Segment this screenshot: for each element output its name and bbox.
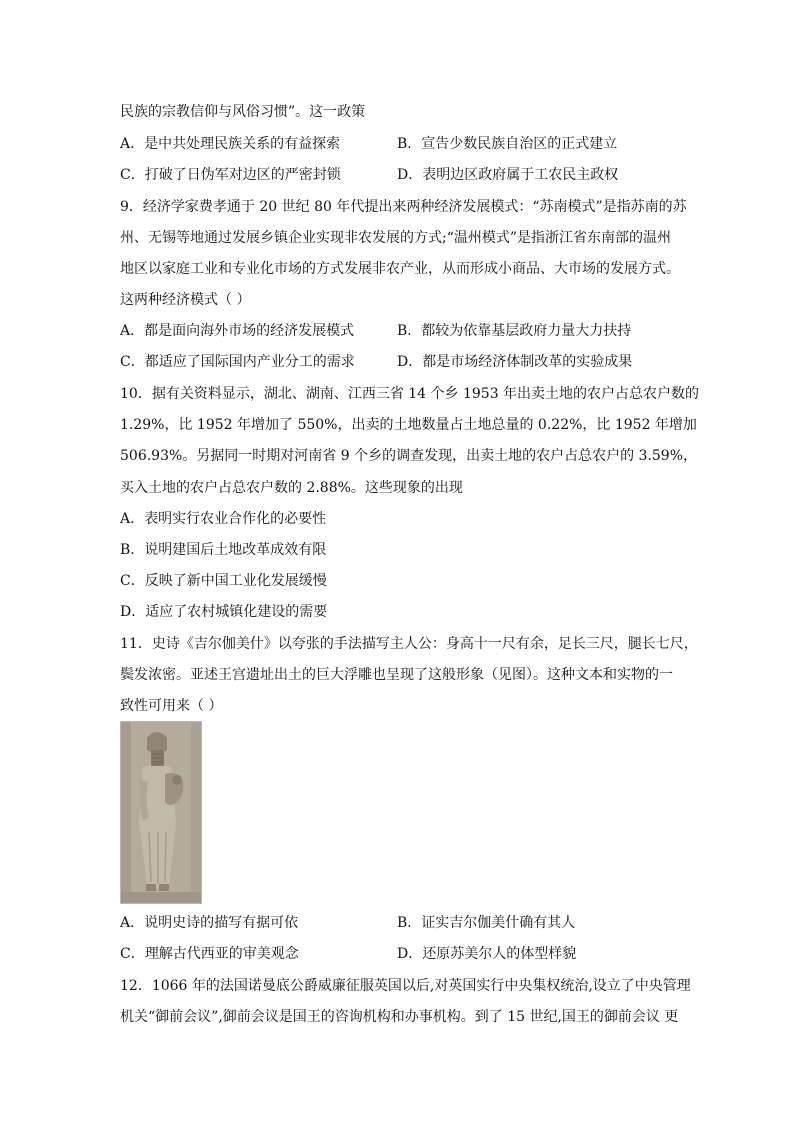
q9-option-b: B．都较为依靠基层政府力量大力扶持	[397, 323, 632, 339]
q11-stem-line: 鬓发浓密。亚述王宫遗址出土的巨大浮雕也呈现了这般形象（见图）。这种文本和实物的一	[120, 667, 673, 683]
q10-option-d: D．适应了农村城镇化建设的需要	[120, 604, 328, 620]
relief-figure-icon	[121, 722, 201, 903]
q11-option-c: C．理解古代西亚的审美观念	[120, 946, 299, 962]
q10-option-b: B．说明建国后土地改革成效有限	[120, 542, 327, 558]
q10-stem-line: 1.29%，比 1952 年增加了 550%，出卖的土地数量占土地总量的 0.22%，比 1952 年增加	[120, 417, 697, 433]
q11-option-b: B．证实吉尔伽美什确有其人	[397, 915, 576, 931]
text-line: 民族的宗教信仰与风俗习惯”。这一政策	[120, 104, 366, 120]
q8-option-b: B．宣告少数民族自治区的正式建立	[397, 136, 618, 152]
q8-option-c: C．打破了日伪军对边区的严密封锁	[120, 167, 341, 183]
q8-option-a: A．是中共处理民族关系的有益探索	[120, 136, 341, 152]
q10-stem-line: 10．据有关资料显示，湖北、湖南、江西三省 14 个乡 1953 年出卖土地的农户占总农户数的	[120, 386, 700, 402]
q11-option-a: A．说明史诗的描写有据可依	[120, 915, 299, 931]
q11-option-d: D．还原苏美尔人的体型样貌	[397, 946, 577, 962]
q10-stem-line: 506.93%。另据同一时期对河南省 9 个乡的调查发现，出卖土地的农户占总农户的 3.59%，	[120, 448, 698, 464]
q9-stem-line: 州、无锡等地通过发展乡镇企业实现非农发展的方式;“温州模式”是指浙江省东南部的温州	[120, 230, 672, 246]
assyrian-relief-image	[120, 721, 202, 904]
q9-option-c: C．都适应了国际国内产业分工的需求	[120, 354, 355, 370]
q9-stem-line: 这两种经济模式（ ）	[120, 292, 251, 308]
q9-stem-line: 地区以家庭工业和专业化市场的方式发展非农产业，从而形成小商品、大市场的发展方式。	[120, 261, 680, 277]
q9-option-d: D．都是市场经济体制改革的实验成果	[397, 354, 633, 370]
q10-stem-line: 买入土地的农户占总农户数的 2.88%。这些现象的出现	[120, 480, 463, 496]
q11-stem-line: 致性可用来（ ）	[120, 698, 223, 714]
q12-stem-line: 12．1066 年的法国诺曼底公爵威廉征服英国以后,对英国实行中央集权统治,设立了中央管理	[120, 978, 691, 994]
q8-option-d: D．表明边区政府属于工农民主政权	[397, 167, 619, 183]
q12-stem-line: 机关“御前会议”,御前会议是国王的咨询机构和办事机构。到了 15 世纪,国王的御前会议 更	[120, 1009, 679, 1025]
q9-option-a: A．都是面向海外市场的经济发展模式	[120, 323, 355, 339]
q9-stem-line: 9．经济学家费孝通于 20 世纪 80 年代提出来两种经济发展模式：“苏南模式”是指苏南的苏	[120, 199, 687, 215]
q10-option-a: A．表明实行农业合作化的必要性	[120, 511, 327, 527]
q10-option-c: C．反映了新中国工业化发展缓慢	[120, 573, 327, 589]
q11-stem-line: 11．史诗《吉尔伽美什》以夸张的手法描写主人公：身高十一尺有余，足长三尺，腿长七尺，	[120, 636, 698, 652]
